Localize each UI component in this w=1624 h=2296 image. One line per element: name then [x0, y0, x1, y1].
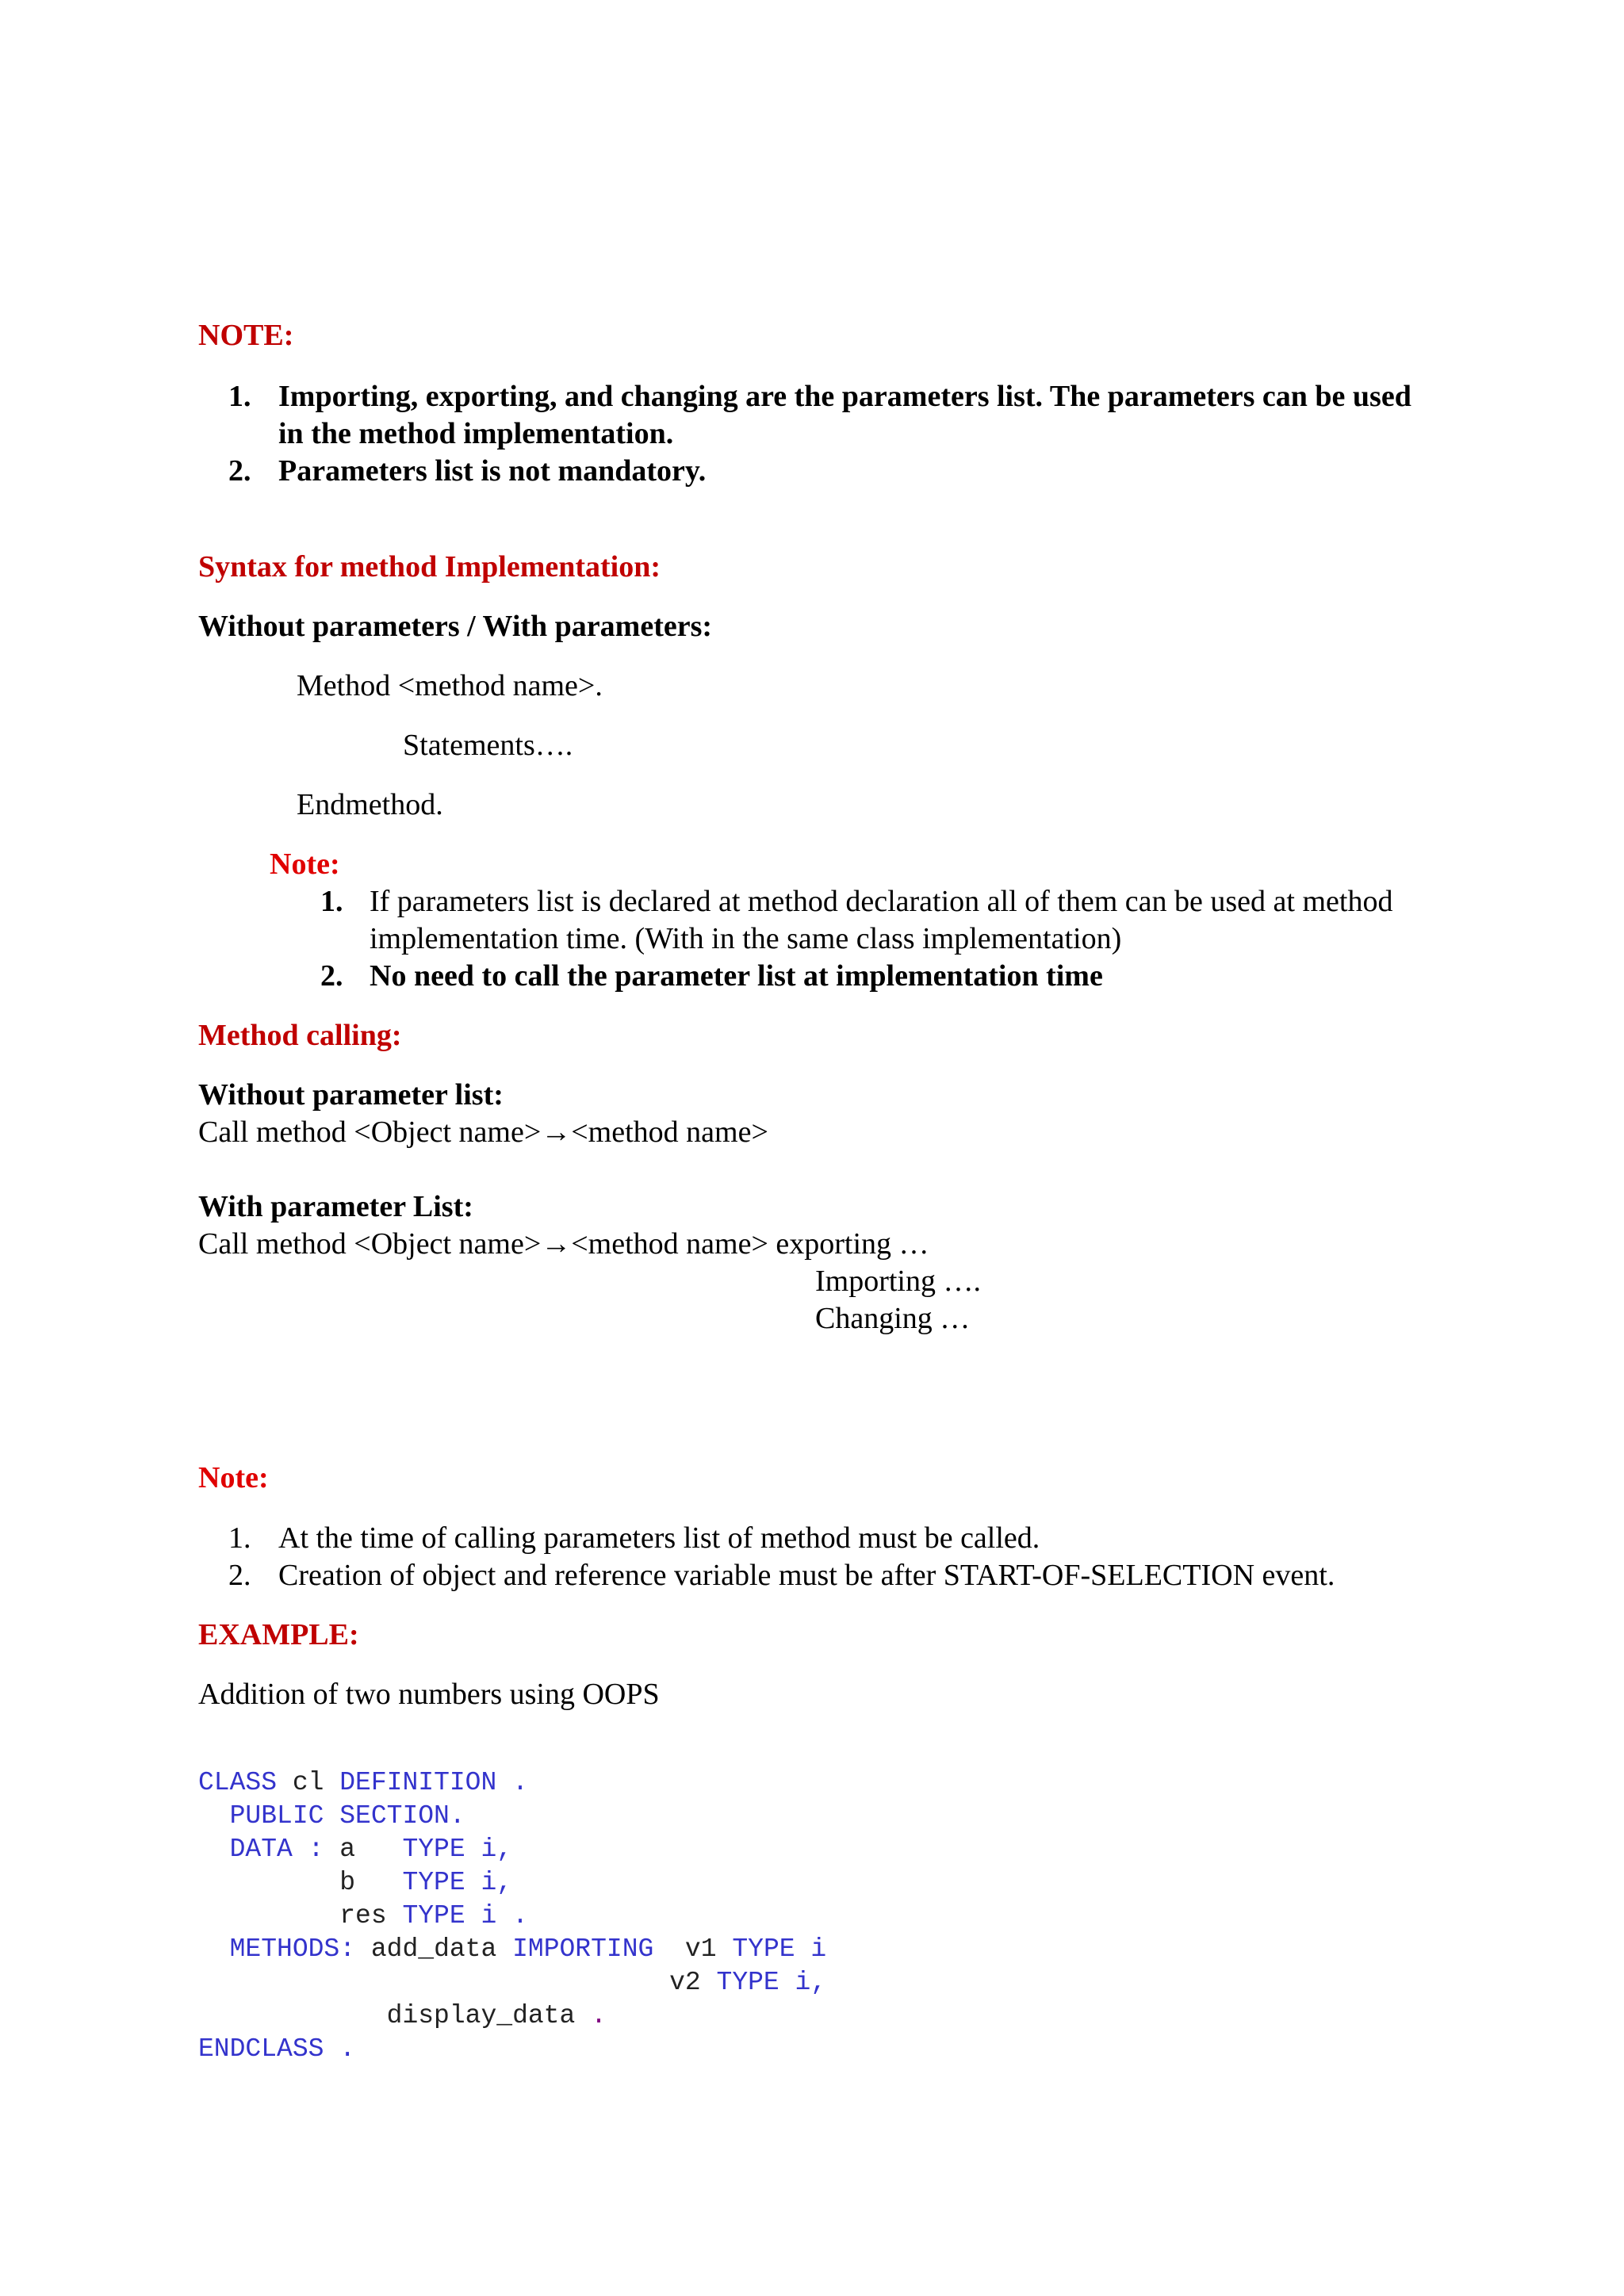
- code-keyword: .: [591, 2001, 607, 2030]
- example-heading: EXAMPLE:: [198, 1618, 359, 1651]
- code-keyword: DEFINITION .: [339, 1768, 528, 1797]
- code-identifier: b: [198, 1868, 403, 1897]
- without-param-call-line: Call method <Object name>→<method name>: [198, 1115, 768, 1149]
- code-keyword: TYPE i,: [402, 1835, 513, 1864]
- code-keyword: ENDCLASS .: [198, 2034, 356, 2064]
- code-line-8: [198, 2003, 607, 2029]
- note-item-1-line2: in the method implementation.: [278, 417, 674, 450]
- syntax-endmethod-line: Endmethod.: [297, 788, 443, 821]
- syntax-heading: Syntax for method Implementation:: [198, 550, 661, 584]
- with-param-call-line: Call method <Object name>→<method name> exporting …: [198, 1227, 929, 1261]
- code-keyword: IMPORTING: [512, 1934, 654, 1964]
- code-keyword: TYPE i: [732, 1934, 827, 1964]
- code-identifier: v2: [198, 1968, 717, 1997]
- note2-heading: Note:: [198, 1461, 269, 1494]
- code-identifier: a: [339, 1835, 403, 1864]
- note-item-2-line1: Parameters list is not mandatory.: [278, 454, 707, 488]
- code-identifier: res: [198, 1901, 403, 1931]
- with-param-changing-line: Changing …: [815, 1302, 971, 1335]
- inner-note-item-1-line1: If parameters list is declared at method declaration all of them can be used at method: [370, 885, 1393, 918]
- note2-item-2-number: 2.: [228, 1559, 251, 1592]
- syntax-statements-line: Statements….: [403, 729, 573, 762]
- code-line-7: [198, 1969, 826, 1996]
- code-identifier: cl: [277, 1768, 340, 1797]
- syntax-subheading: Without parameters / With parameters:: [198, 610, 713, 643]
- without-param-heading: Without parameter list:: [198, 1078, 504, 1112]
- code-line-5: [198, 1903, 528, 1929]
- with-param-importing-line: Importing ….: [815, 1265, 981, 1298]
- code-line-4: [198, 1869, 512, 1896]
- syntax-method-line: Method <method name>.: [297, 669, 603, 702]
- code-line-6: [198, 1936, 826, 1962]
- inner-note-item-2-number: 2.: [320, 959, 343, 993]
- note-item-1-number: 1.: [228, 380, 251, 413]
- code-keyword: DATA :: [198, 1835, 340, 1864]
- inner-note-heading: Note:: [270, 848, 340, 881]
- code-identifier: display_data: [198, 2001, 592, 2030]
- code-line-3: [198, 1836, 512, 1862]
- note2-item-2-text: Creation of object and reference variable must be after START-OF-SELECTION event.: [278, 1559, 1335, 1592]
- code-keyword: METHODS:: [198, 1934, 356, 1964]
- code-identifier: add_data: [355, 1934, 513, 1964]
- example-description: Addition of two numbers using OOPS: [198, 1678, 660, 1711]
- code-keyword: TYPE i .: [402, 1901, 528, 1931]
- code-keyword: TYPE i,: [716, 1968, 827, 1997]
- note-heading: NOTE:: [198, 319, 294, 352]
- note2-item-1-text: At the time of calling parameters list of method must be called.: [278, 1521, 1040, 1555]
- inner-note-item-1-number: 1.: [320, 885, 343, 918]
- code-line-9: [198, 2036, 355, 2062]
- inner-note-item-2-line1: No need to call the parameter list at implementation time: [370, 959, 1103, 993]
- note-item-2-number: 2.: [228, 454, 251, 488]
- method-calling-heading: Method calling:: [198, 1019, 402, 1052]
- code-line-1: [198, 1770, 528, 1796]
- code-keyword: CLASS: [198, 1768, 278, 1797]
- inner-note-item-1-line2: implementation time. (With in the same class implementation): [370, 922, 1122, 955]
- code-identifier: v1: [653, 1934, 733, 1964]
- code-line-2: [198, 1803, 465, 1829]
- with-param-heading: With parameter List:: [198, 1190, 473, 1223]
- code-keyword: TYPE i,: [402, 1868, 513, 1897]
- code-keyword: PUBLIC SECTION.: [198, 1801, 465, 1831]
- note2-item-1-number: 1.: [228, 1521, 251, 1555]
- note-item-1-line1: Importing, exporting, and changing are the parameters list. The parameters can be used: [278, 380, 1411, 413]
